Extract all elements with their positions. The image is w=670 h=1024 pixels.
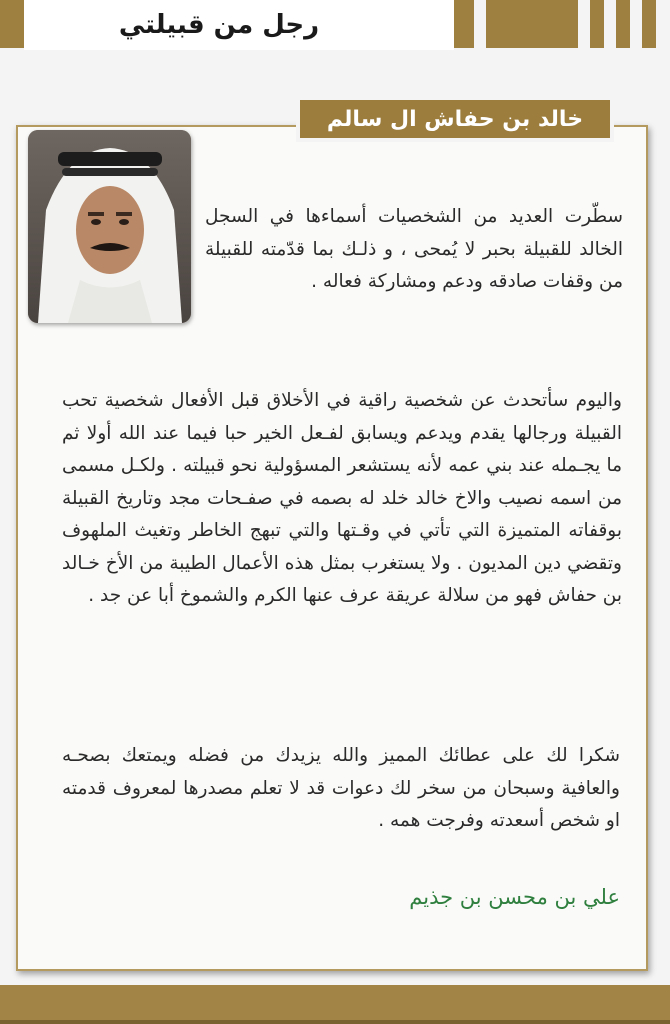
article-paragraph-2: واليوم سأتحدث عن شخصية راقية في الأخلاق قبل الأفعال شخصية تحب القبيلة ورجالها يقدم ويدعم ويسابق لفـعل الخير حبا فيما عند الله أولا ثم ما يجـمله عند بني عمه لأنه يستشعر المسؤولية نحو قبيلته . ولكـل مسمى من اسمه نصيب والاخ خالد خلد له بصمه في صفـحات مجد وتاريخ القبيلة بوقفاته المتميزة التي تأتي في وقـتها والتي تبهج الخاطر وتغيث الملهوف وتقضي دين المديون . ولا يستغرب بمثل هذه الأعمال الطيبة من الأخ خـالد بن حفاش فهو من سلالة عريقة عرف عنها الكرم والشموخ أبا عن جد . [62, 390, 622, 606]
header-title-tab [24, 0, 454, 50]
author-signature: علي بن محسن بن جذيم [409, 885, 620, 909]
footer-band [0, 985, 670, 1024]
profile-photo [28, 130, 191, 323]
header-stripe [578, 0, 590, 48]
header-stripe [604, 0, 616, 48]
profile-name: خالد بن حفاش ال سالم [326, 106, 584, 132]
article-paragraph-3: شكرا لك على عطائك المميز والله يزيدك من فضله ويمتعك بصحـه والعافية وسبحان من سخر لك دعوات قد لا تعلم مصدرها لمعروف قدمته او شخص أسعدته وفرجت همه . [62, 745, 620, 831]
page-title: رجل من قبيلتي [118, 10, 320, 40]
footer-line [0, 1020, 670, 1024]
portrait-image [28, 130, 191, 323]
name-banner [300, 100, 610, 138]
article-paragraph-1: سطّرت العديد من الشخصيات أسماءها في السجل الخالد للقبيلة بحبر لا يُمحى ، و ذلـك بما قدّمته للقبيلة من وقفات صادقه ودعم ومشاركة فعاله . [205, 206, 623, 292]
header-stripe [630, 0, 642, 48]
header-stripe [474, 0, 486, 48]
header-stripe [656, 0, 670, 48]
